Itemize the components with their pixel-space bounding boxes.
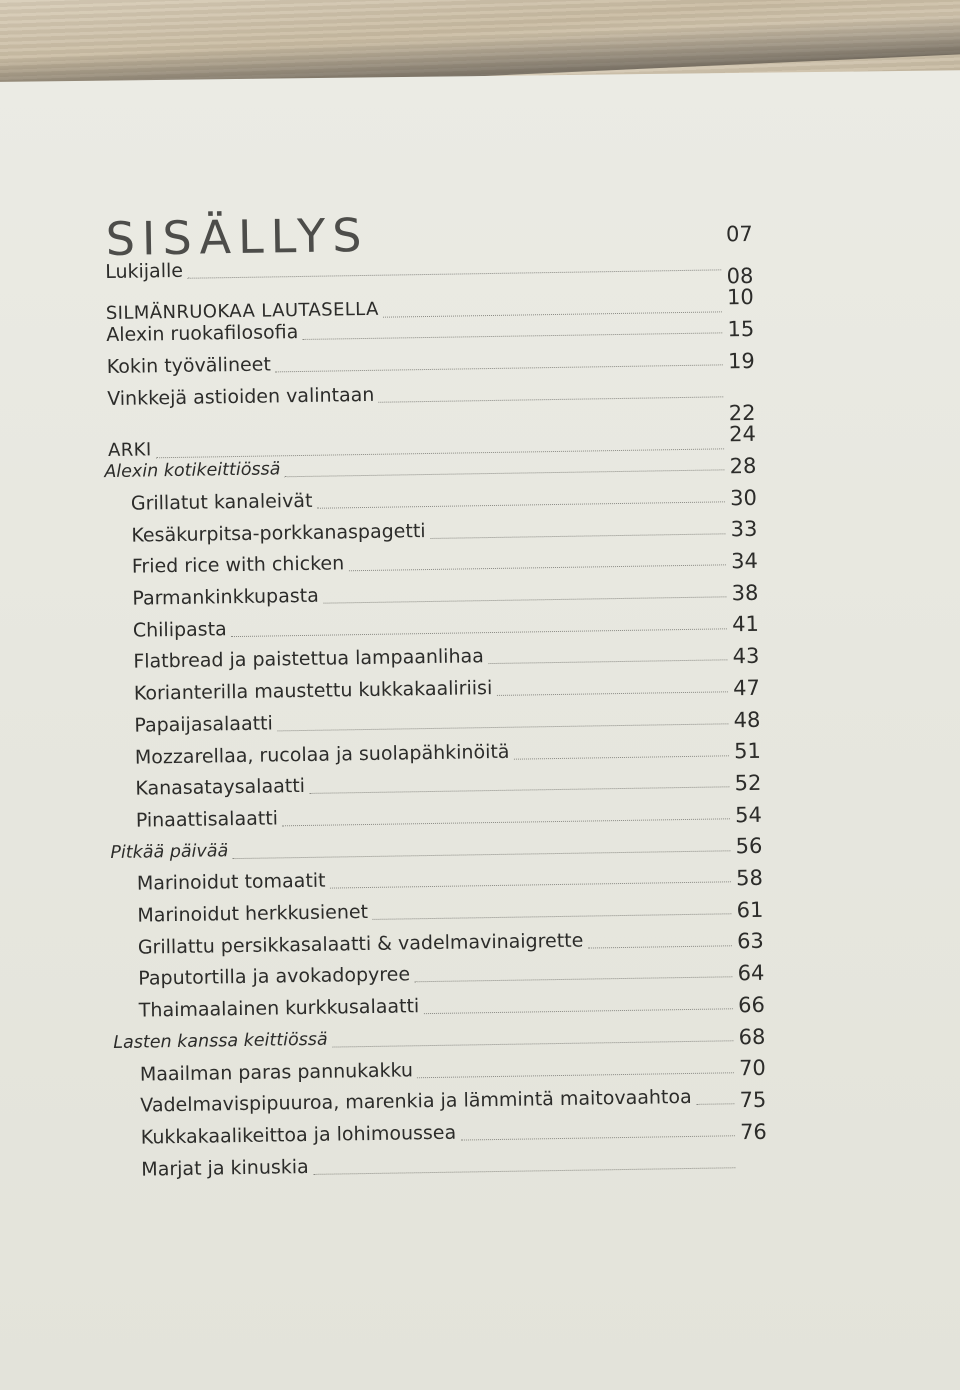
toc-page-number: 41 xyxy=(731,612,760,637)
toc-entry-label: Kesäkurpitsa-porkkanaspagetti xyxy=(131,519,426,547)
toc-entry-label: Marjat ja kinuskia xyxy=(141,1155,309,1181)
toc-page-number: 38 xyxy=(731,580,759,605)
toc-entry-label: Thaimaalainen kurkkusalaatti xyxy=(138,995,420,1022)
toc-page-number: 54 xyxy=(734,802,763,827)
toc-page-number: 51 xyxy=(733,738,762,764)
toc-entry-label: Papaijasalaatti xyxy=(134,712,273,737)
toc-entry-label: Kanasataysalaatti xyxy=(135,775,306,800)
toc-dot-leader xyxy=(231,628,727,637)
toc-entry-label: Grillatut kanaleivät xyxy=(130,489,313,515)
toc-dot-leader xyxy=(372,913,731,920)
toc-page-number: 56 xyxy=(735,834,763,859)
toc-dot-leader xyxy=(285,470,725,478)
toc-page-number: 30 xyxy=(729,485,758,510)
toc-page-number: 64 xyxy=(737,960,765,986)
toc-dot-leader xyxy=(233,850,731,859)
toc-page-number: 08 xyxy=(726,263,754,288)
toc-entry-label: Vadelmavispipuuroa, marenkia ja lämmintä maitovaahtoa xyxy=(140,1086,692,1117)
toc-entry-label: Marinoidut herkkusienet xyxy=(137,901,369,927)
toc-entry-label: ARKI xyxy=(107,438,152,461)
toc-dot-leader xyxy=(309,786,729,794)
toc-dot-leader xyxy=(323,596,726,603)
toc-entry-label: Flatbread ja paistettua lampaanlihaa xyxy=(133,645,484,674)
toc-page-number: 63 xyxy=(736,929,765,954)
toc-dot-leader xyxy=(349,565,726,572)
toc-entry-label: Mozzarellaa, rucolaa ja suolapähkinöitä xyxy=(134,740,510,769)
toc-entry-label: Kokin työvälineet xyxy=(106,353,272,379)
toc-page-number: 61 xyxy=(736,897,764,922)
toc-page-number: 43 xyxy=(732,643,760,669)
toc-page-number: 15 xyxy=(727,316,755,342)
toc-entry-label: Fried rice with chicken xyxy=(131,552,345,578)
toc-page-number: 68 xyxy=(738,1024,766,1049)
toc-entry-label: Vinkkejä astioiden valintaan xyxy=(107,383,375,410)
toc-dot-leader xyxy=(275,364,722,372)
toc-page-number: 75 xyxy=(739,1087,767,1113)
toc-dot-leader xyxy=(430,533,725,539)
toc-entry-label: Pinaattisalaatti xyxy=(135,807,279,832)
toc-page-number: 34 xyxy=(730,548,759,574)
toc-page-number: 24 xyxy=(728,422,757,447)
toc-dot-leader xyxy=(424,1008,733,1014)
toc-page-number: 22 xyxy=(728,400,756,425)
toc-page-number: 48 xyxy=(733,707,761,732)
toc-entry-label: Lukijalle xyxy=(105,259,184,284)
toc-dot-leader xyxy=(414,977,732,983)
toc-dot-leader xyxy=(588,945,732,948)
toc-dot-leader xyxy=(514,755,729,759)
toc-page-number: 47 xyxy=(732,675,761,701)
toc-dot-leader xyxy=(303,333,723,341)
toc-entry-label: Parmankinkkupasta xyxy=(132,584,319,610)
toc-page-number: 76 xyxy=(739,1119,768,1144)
toc-entry-label: Marinoidut tomaatit xyxy=(136,869,326,895)
toc-page-number: 33 xyxy=(730,517,758,542)
toc-dot-leader xyxy=(332,1040,733,1047)
toc-dot-leader xyxy=(282,818,730,826)
toc-page-number: 52 xyxy=(734,770,762,796)
toc-dot-leader xyxy=(317,501,725,508)
toc-entry-label: Maailman paras pannukakku xyxy=(139,1058,414,1086)
toc-page-number: 70 xyxy=(738,1055,767,1081)
toc-dot-leader xyxy=(461,1135,735,1140)
toc-dot-leader xyxy=(313,1167,735,1175)
toc-dot-leader xyxy=(488,660,727,665)
toc-page-number: 10 xyxy=(726,285,754,310)
toc-page-number: 28 xyxy=(729,453,757,479)
toc-dot-leader xyxy=(187,269,721,278)
toc-entry-label: Pitkää päivää xyxy=(110,840,229,863)
toc-dot-leader xyxy=(277,723,728,731)
toc-entry-label: Paputortilla ja avokadopyree xyxy=(138,963,411,991)
toc-page-number: 07 xyxy=(725,221,753,247)
toc-entry-label: Kukkakaalikeittoa ja lohimoussea xyxy=(140,1121,457,1149)
toc-entry-label: Lasten kanssa keittiössä xyxy=(113,1029,328,1053)
toc-entry-label: Korianterilla maustettu kukkakaaliriisi xyxy=(133,677,493,705)
toc-entry-label: Alexin kotikeittiössä xyxy=(104,459,281,483)
toc-entry-label: Grillattu persikkasalaatti & vadelmavinaigrette xyxy=(137,929,584,959)
toc-entry-label: Chilipasta xyxy=(132,617,227,642)
toc-entry-label: SILMÄNRUOKAA LAUTASELLA xyxy=(105,298,379,324)
toc-entry-label: Alexin ruokafilosofia xyxy=(106,321,299,347)
toc-page-number: 66 xyxy=(737,992,766,1017)
toc-page-number: 58 xyxy=(735,865,764,891)
toc-dot-leader xyxy=(497,691,728,696)
toc-dot-leader xyxy=(417,1072,733,1078)
page-title: SISÄLLYS xyxy=(105,207,369,266)
toc-dot-leader xyxy=(330,882,731,889)
toc-page-number: 19 xyxy=(727,348,755,374)
toc-dot-leader xyxy=(379,396,723,402)
